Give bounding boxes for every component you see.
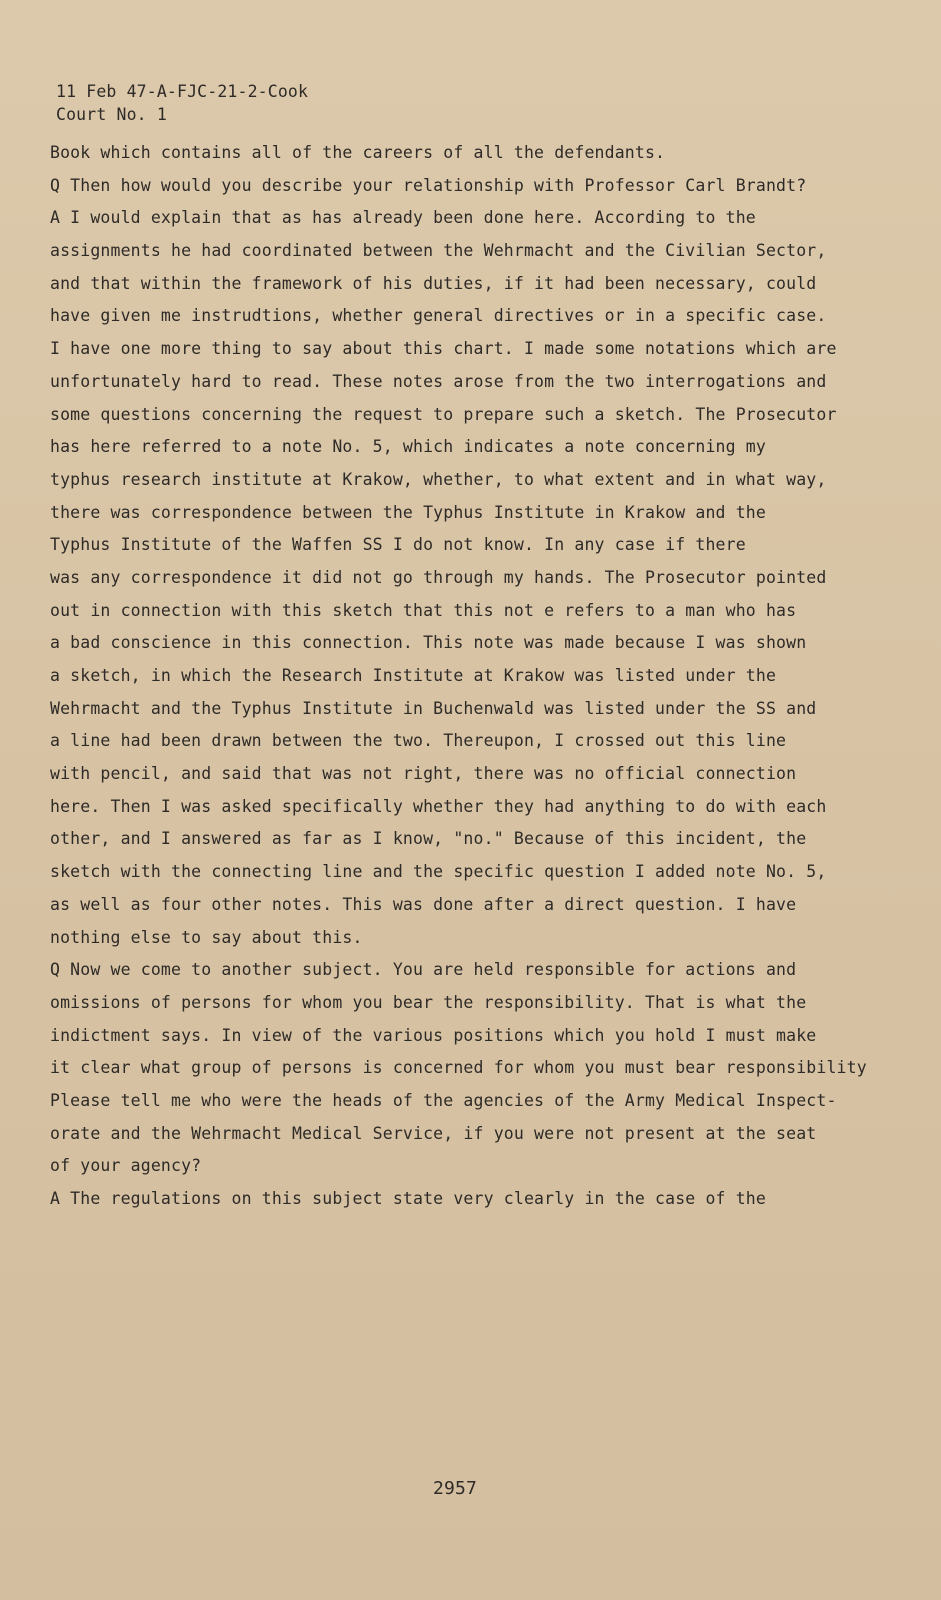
text-line: nothing else to say about this. [50, 927, 363, 947]
text-line: Typhus Institute of the Waffen SS I do not know. In any case if there [50, 535, 746, 555]
transcript-body [50, 137, 910, 1216]
text-line: Wehrmacht and the Typhus Institute in Buchenwald was listed under the SS and [50, 698, 817, 718]
header-reference: 11 Feb 47-A-FJC-21-2-Cook [56, 82, 309, 101]
document-header [56, 80, 308, 126]
text-line: a bad conscience in this connection. This note was made because I was shown [50, 633, 807, 653]
page-number: 2957 [433, 1478, 477, 1499]
text-line: A The regulations on this subject state very clearly in the case of the [50, 1189, 766, 1208]
text-line: typhus research institute at Krakow, whether, to what extent and in what way, [50, 469, 827, 489]
text-line: have given me instrudtions, whether general directives or in a specific case. [50, 306, 827, 326]
text-line: there was correspondence between the Typhus Institute in Krakow and the [50, 502, 766, 522]
text-line: I have one more thing to say about this chart. I made some notations which are [50, 339, 837, 359]
text-line: Q Then how would you describe your relationship with Professor Carl Brandt? [50, 175, 807, 195]
text-line: it clear what group of persons is concerned for whom you must bear responsibility [50, 1058, 867, 1078]
text-line: has here referred to a note No. 5, which indicates a note concerning my [50, 437, 766, 457]
text-line: was any correspondence it did not go through my hands. The Prosecutor pointed [50, 567, 827, 587]
header-court: Court No. 1 [56, 105, 167, 124]
text-line: omissions of persons for whom you bear the responsibility. That is what the [50, 992, 807, 1012]
text-line: sketch with the connecting line and the specific question I added note No. 5, [50, 862, 827, 882]
text-line: indictment says. In view of the various positions which you hold I must make [50, 1025, 817, 1045]
text-line: as well as four other notes. This was done after a direct question. I have [50, 894, 797, 914]
text-line: here. Then I was asked specifically whether they had anything to do with each [50, 796, 827, 816]
text-line: orate and the Wehrmacht Medical Service, if you were not present at the seat [50, 1123, 817, 1143]
text-line: unfortunately hard to read. These notes arose from the two interrogations and [50, 371, 827, 391]
text-line: assignments he had coordinated between the Wehrmacht and the Civilian Sector, [50, 241, 827, 261]
text-line: Please tell me who were the heads of the agencies of the Army Medical Inspect- [50, 1090, 837, 1110]
text-line: Q Now we come to another subject. You are held responsible for actions and [50, 960, 797, 980]
text-line: with pencil, and said that was not right, there was no official connection [50, 764, 797, 784]
text-line: of your agency? [50, 1156, 202, 1176]
text-line: Book which contains all of the careers of all the defendants. [50, 143, 666, 162]
text-line: some questions concerning the request to prepare such a sketch. The Prosecutor [50, 404, 837, 424]
text-line: A I would explain that as has already been done here. According to the [50, 208, 756, 228]
text-line: and that within the framework of his duties, if it had been necessary, could [50, 273, 817, 293]
text-line: a line had been drawn between the two. Thereupon, I crossed out this line [50, 731, 787, 751]
text-line: out in connection with this sketch that this not e refers to a man who has [50, 600, 797, 620]
text-line: other, and I answered as far as I know, "no." Because of this incident, the [50, 829, 807, 849]
text-line: a sketch, in which the Research Institute at Krakow was listed under the [50, 666, 777, 685]
